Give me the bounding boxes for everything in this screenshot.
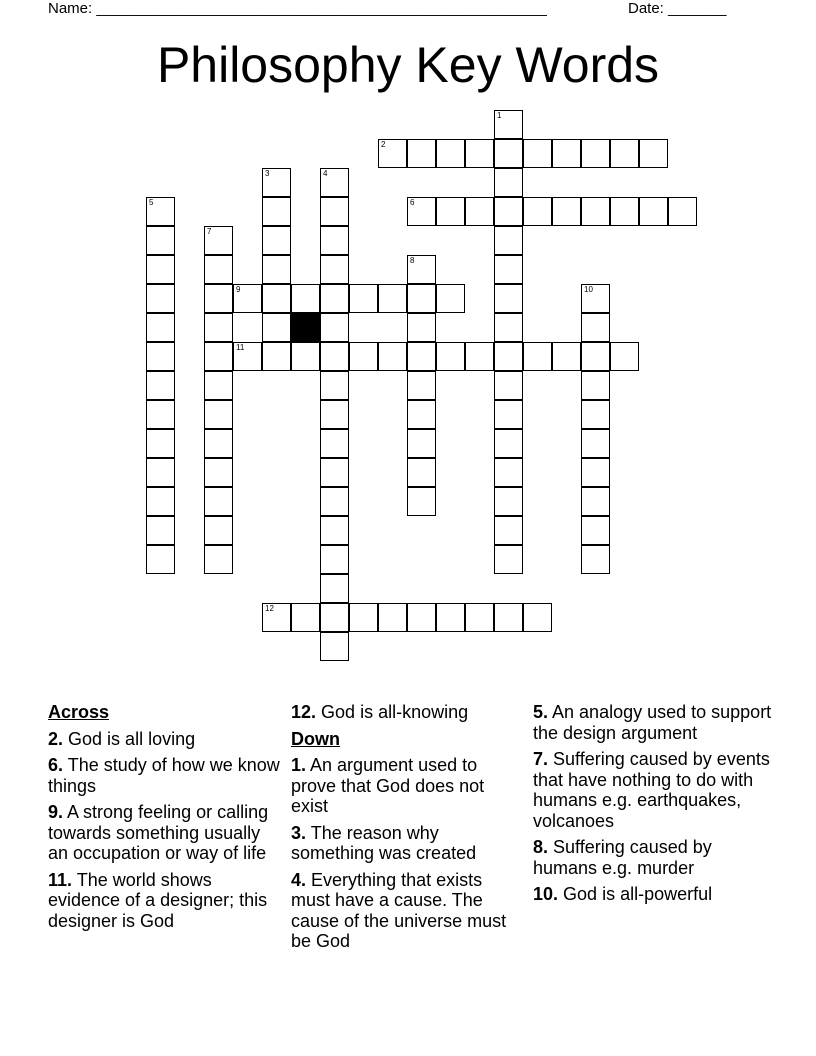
- crossword-cell[interactable]: [320, 400, 349, 429]
- crossword-cell[interactable]: [668, 197, 697, 226]
- crossword-cell[interactable]: [262, 226, 291, 255]
- clue-across-11: [48, 870, 280, 932]
- clue-number: 12.: [291, 702, 317, 722]
- crossword-cell[interactable]: [581, 516, 610, 545]
- crossword-cell[interactable]: [233, 284, 262, 313]
- clue-text: God is all-knowing: [321, 702, 469, 722]
- crossword-cell[interactable]: [581, 197, 610, 226]
- crossword-cell[interactable]: [378, 139, 407, 168]
- crossword-cell[interactable]: [494, 458, 523, 487]
- crossword-cell[interactable]: [465, 603, 494, 632]
- crossword-cell[interactable]: [436, 197, 465, 226]
- crossword-cell[interactable]: [349, 284, 378, 313]
- crossword-cell[interactable]: [581, 284, 610, 313]
- name-field[interactable]: Name: ______________________________________________________: [48, 0, 547, 17]
- crossword-cell[interactable]: [204, 400, 233, 429]
- clue-number-label: 5: [149, 198, 154, 207]
- clue-number: 5.: [533, 702, 549, 722]
- crossword-cell[interactable]: [262, 284, 291, 313]
- crossword-cell[interactable]: [610, 197, 639, 226]
- clue-number: 11.: [48, 869, 73, 890]
- crossword-cell[interactable]: [146, 313, 175, 342]
- clue-number: 6.: [48, 755, 64, 775]
- crossword-cell[interactable]: [494, 516, 523, 545]
- crossword-cell[interactable]: [320, 516, 349, 545]
- crossword-cell[interactable]: [494, 603, 523, 632]
- crossword-cell[interactable]: [407, 342, 436, 371]
- crossword-cell[interactable]: [146, 255, 175, 284]
- crossword-cell[interactable]: [581, 139, 610, 168]
- crossword-cell[interactable]: [204, 255, 233, 284]
- crossword-cell[interactable]: [204, 545, 233, 574]
- clue-down-3: [291, 823, 523, 864]
- crossword-cell[interactable]: [320, 574, 349, 603]
- clue-column-3: [533, 702, 773, 911]
- crossword-cell[interactable]: [494, 487, 523, 516]
- crossword-cell[interactable]: [407, 371, 436, 400]
- crossword-cell[interactable]: [146, 400, 175, 429]
- crossword-cell[interactable]: [320, 284, 349, 313]
- black-square: [291, 313, 320, 342]
- clue-across-12: [291, 702, 523, 723]
- crossword-cell[interactable]: [146, 429, 175, 458]
- crossword-cell[interactable]: [291, 603, 320, 632]
- clue-number-label: 2: [381, 140, 386, 149]
- clue-number-label: 9: [236, 285, 241, 294]
- crossword-cell[interactable]: [320, 255, 349, 284]
- crossword-cell[interactable]: [204, 371, 233, 400]
- crossword-cell[interactable]: [639, 139, 668, 168]
- clue-column-1: [48, 702, 280, 937]
- crossword-cell[interactable]: [523, 197, 552, 226]
- clue-across-9: [48, 802, 280, 864]
- crossword-cell[interactable]: [146, 371, 175, 400]
- clue-number-label: 1: [497, 111, 502, 120]
- crossword-cell[interactable]: [146, 342, 175, 371]
- crossword-cell[interactable]: [436, 603, 465, 632]
- crossword-cell[interactable]: [320, 632, 349, 661]
- crossword-cell[interactable]: [146, 516, 175, 545]
- crossword-cell[interactable]: [378, 284, 407, 313]
- crossword-cell[interactable]: [494, 110, 523, 139]
- crossword-cell[interactable]: [233, 342, 262, 371]
- crossword-cell[interactable]: [320, 487, 349, 516]
- crossword-cell[interactable]: [465, 342, 494, 371]
- crossword-cell[interactable]: [552, 197, 581, 226]
- crossword-cell[interactable]: [320, 603, 349, 632]
- crossword-cell[interactable]: [465, 197, 494, 226]
- clue-text: A strong feeling or calling towards something usually an occupation or way of life: [48, 802, 269, 863]
- crossword-cell[interactable]: [146, 284, 175, 313]
- clue-down-5: [533, 702, 773, 743]
- crossword-cell[interactable]: [262, 197, 291, 226]
- crossword-cell[interactable]: [581, 400, 610, 429]
- crossword-cell[interactable]: [146, 197, 175, 226]
- clue-number: 9.: [48, 802, 64, 822]
- crossword-cell[interactable]: [494, 284, 523, 313]
- crossword-cell[interactable]: [320, 168, 349, 197]
- crossword-cell[interactable]: [436, 284, 465, 313]
- crossword-cell[interactable]: [436, 139, 465, 168]
- clue-number: 2.: [48, 728, 64, 749]
- across-heading: Across: [48, 702, 110, 722]
- crossword-cell[interactable]: [262, 313, 291, 342]
- crossword-cell[interactable]: [407, 284, 436, 313]
- crossword-cell[interactable]: [407, 429, 436, 458]
- clue-number-label: 8: [410, 256, 415, 265]
- crossword-cell[interactable]: [581, 313, 610, 342]
- crossword-cell[interactable]: [494, 371, 523, 400]
- clue-text: An analogy used to support the design argument: [533, 702, 772, 743]
- clue-number-label: 4: [323, 169, 328, 178]
- crossword-cell[interactable]: [581, 371, 610, 400]
- crossword-cell[interactable]: [523, 342, 552, 371]
- crossword-cell[interactable]: [204, 284, 233, 313]
- crossword-cell[interactable]: [320, 197, 349, 226]
- crossword-cell[interactable]: [262, 255, 291, 284]
- clue-text: Everything that exists must have a cause. The cause of the universe must be God: [291, 869, 507, 951]
- crossword-cell[interactable]: [494, 342, 523, 371]
- crossword-cell[interactable]: [146, 487, 175, 516]
- page-title: Philosophy Key Words: [156, 37, 660, 93]
- crossword-cell[interactable]: [349, 603, 378, 632]
- crossword-cell[interactable]: [320, 226, 349, 255]
- clue-number: 10.: [533, 884, 559, 904]
- crossword-cell[interactable]: [581, 458, 610, 487]
- crossword-cell[interactable]: [146, 545, 175, 574]
- crossword-cell[interactable]: [320, 458, 349, 487]
- crossword-cell[interactable]: [262, 168, 291, 197]
- crossword-cell[interactable]: [407, 400, 436, 429]
- crossword-cell[interactable]: [465, 139, 494, 168]
- crossword-cell[interactable]: [494, 313, 523, 342]
- clue-number-label: 3: [265, 169, 270, 178]
- crossword-cell[interactable]: [407, 487, 436, 516]
- crossword-cell[interactable]: [581, 429, 610, 458]
- crossword-cell[interactable]: [523, 139, 552, 168]
- crossword-cell[interactable]: [204, 342, 233, 371]
- clue-number-label: 12: [265, 604, 274, 613]
- clue-number: 4.: [291, 869, 307, 890]
- crossword-cell[interactable]: [262, 603, 291, 632]
- clue-number-label: 11: [236, 343, 245, 352]
- crossword-cell[interactable]: [494, 197, 523, 226]
- clue-text: The study of how we know things: [48, 755, 280, 796]
- crossword-cell[interactable]: [204, 313, 233, 342]
- crossword-cell[interactable]: [320, 313, 349, 342]
- crossword-cell[interactable]: [494, 429, 523, 458]
- crossword-cell[interactable]: [262, 342, 291, 371]
- clue-number: 8.: [533, 837, 549, 857]
- clue-down-10: [533, 884, 773, 905]
- crossword-cell[interactable]: [146, 226, 175, 255]
- crossword-cell[interactable]: [378, 342, 407, 371]
- crossword-cell[interactable]: [639, 197, 668, 226]
- clue-down-4: [291, 870, 523, 952]
- crossword-cell[interactable]: [349, 342, 378, 371]
- crossword-cell[interactable]: [320, 429, 349, 458]
- clue-number: 3.: [291, 822, 307, 843]
- crossword-cell[interactable]: [581, 342, 610, 371]
- crossword-cell[interactable]: [407, 139, 436, 168]
- clue-number-label: 10: [584, 285, 593, 294]
- crossword-cell[interactable]: [291, 342, 320, 371]
- crossword-cell[interactable]: [204, 429, 233, 458]
- crossword-cell[interactable]: [581, 545, 610, 574]
- crossword-cell[interactable]: [146, 458, 175, 487]
- crossword-cell[interactable]: [204, 458, 233, 487]
- clue-number-label: 7: [207, 227, 212, 236]
- crossword-cell[interactable]: [494, 226, 523, 255]
- crossword-cell[interactable]: [320, 371, 349, 400]
- crossword-cell[interactable]: [320, 545, 349, 574]
- crossword-cell[interactable]: [204, 226, 233, 255]
- clue-text: An argument used to prove that God does not exist: [291, 755, 485, 816]
- crossword-cell[interactable]: [494, 545, 523, 574]
- clue-text: The reason why something was created: [291, 822, 477, 863]
- crossword-cell[interactable]: [494, 400, 523, 429]
- crossword-cell[interactable]: [494, 168, 523, 197]
- crossword-cell[interactable]: [378, 603, 407, 632]
- crossword-cell[interactable]: [407, 603, 436, 632]
- down-heading: Down: [291, 728, 340, 749]
- clue-column-2: [291, 702, 523, 958]
- crossword-cell[interactable]: [204, 487, 233, 516]
- clue-text: Suffering caused by events that have nothing to do with humans e.g. earthquakes, volcanoes: [533, 749, 770, 831]
- crossword-cell[interactable]: [494, 139, 523, 168]
- crossword-cell[interactable]: [494, 255, 523, 284]
- crossword-cell[interactable]: [407, 458, 436, 487]
- crossword-cell[interactable]: [523, 603, 552, 632]
- clue-number: 1.: [291, 755, 307, 775]
- crossword-cell[interactable]: [552, 139, 581, 168]
- clue-number-label: 6: [410, 198, 415, 207]
- crossword-cell[interactable]: [610, 342, 639, 371]
- crossword-cell[interactable]: [610, 139, 639, 168]
- crossword-cell[interactable]: [407, 313, 436, 342]
- clue-text: The world shows evidence of a designer; this designer is God: [48, 869, 268, 931]
- clue-across-2: [48, 729, 280, 750]
- clue-text: God is all-powerful: [563, 884, 713, 904]
- clue-down-7: [533, 749, 773, 831]
- crossword-cell[interactable]: [552, 342, 581, 371]
- clue-text: Suffering caused by humans e.g. murder: [533, 837, 712, 878]
- clue-number: 7.: [533, 749, 549, 769]
- clue-down-8: [533, 837, 773, 878]
- crossword-cell[interactable]: [320, 342, 349, 371]
- clue-down-1: [291, 755, 523, 817]
- date-field[interactable]: Date: _______: [628, 0, 727, 17]
- crossword-cell[interactable]: [407, 197, 436, 226]
- crossword-cell[interactable]: [291, 284, 320, 313]
- crossword-cell[interactable]: [407, 255, 436, 284]
- clue-across-6: [48, 755, 280, 796]
- clue-text: God is all loving: [68, 728, 196, 749]
- crossword-cell[interactable]: [436, 342, 465, 371]
- crossword-cell[interactable]: [581, 487, 610, 516]
- crossword-cell[interactable]: [204, 516, 233, 545]
